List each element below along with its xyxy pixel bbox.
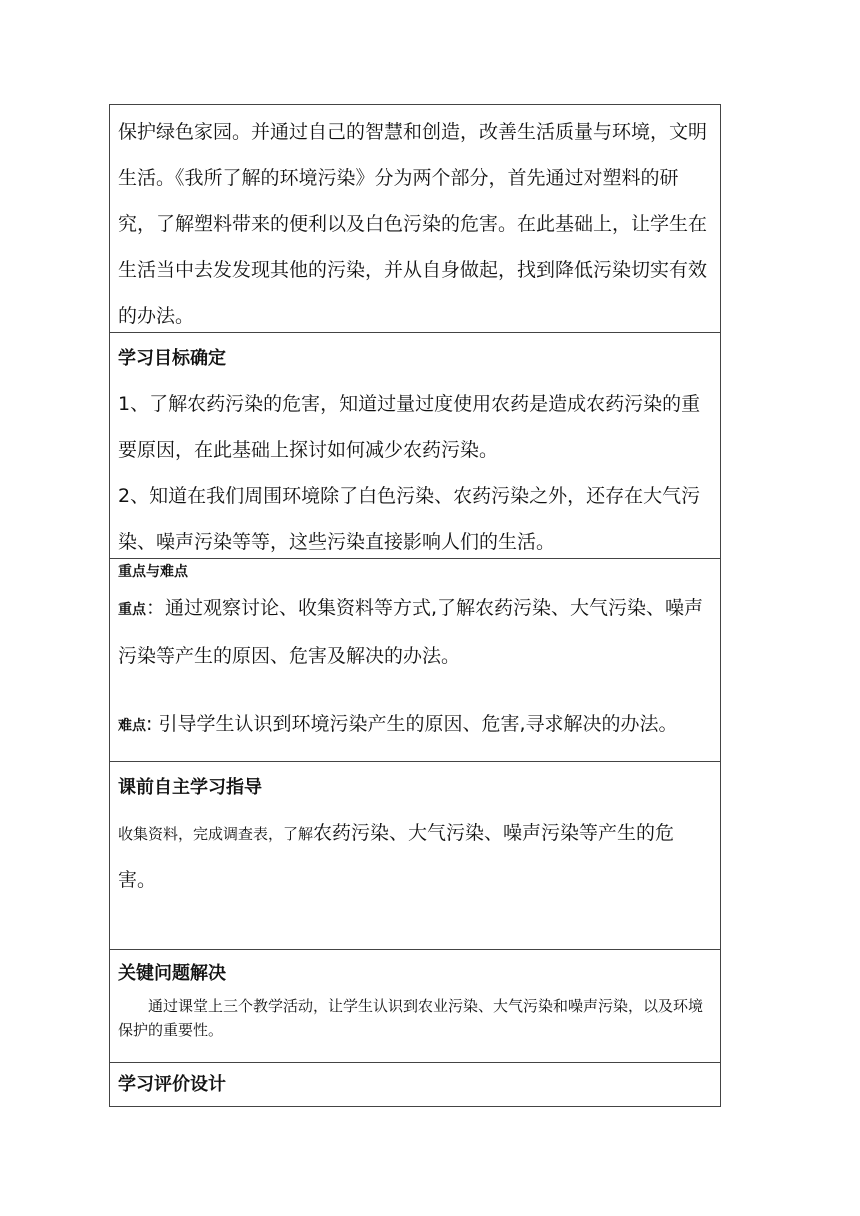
difficulty-label: 难点 [118,718,146,734]
key-problem-paragraph: 通过课堂上三个教学活动，让学生认识到农业污染、大气污染和噪声污染，以及环境保护的重要性。 [118,997,704,1039]
pre-study-heading: 课前自主学习指导 [118,777,262,798]
intro-row [110,105,720,332]
pre-study-text-large: 农药污染、大气污染、噪声污染等产生的危害。 [118,822,675,891]
key-points-heading: 重点与难点 [118,564,188,580]
evaluation-heading: 学习评价设计 [118,1074,226,1095]
intro-paragraph: 保护绿色家园。并通过自己的智慧和创造，改善生活质量与环境，文明生活。《我所了解的环境污染》分为两个部分，首先通过对塑料的研究，了解塑料带来的便利以及白色污染的危害。在此基础上，让学生在生活当中去发发现其他的污染，并从自身做起，找到降低污染切实有效的办法。 [118,121,708,327]
pre-study-text-small: 收集资料，完成调查表，了解 [118,825,314,843]
pre-study-row [110,761,720,949]
goal-item-2: 2、知道在我们周围环境除了白色污染、农药污染之外，还存在大气污染、噪声污染等等，这些污染直接影响人们的生活。 [118,485,701,553]
spacer [118,679,712,701]
learning-goals-heading: 学习目标确定 [118,348,226,369]
key-points-row [110,558,720,761]
focus-paragraph [118,585,712,679]
focus-text: ：通过观察讨论、收集资料等方式,了解农药污染、大气污染、噪声污染等产生的原因、危害及解决的办法。 [118,597,704,667]
lesson-plan-table [109,104,721,1107]
difficulty-text: : 引导学生认识到环境污染产生的原因、危害,寻求解决的办法。 [146,713,678,735]
learning-goals-row [110,332,720,558]
pre-study-paragraph [118,810,712,903]
evaluation-row [110,1062,720,1106]
key-problem-row [110,949,720,1062]
difficulty-paragraph [118,701,712,749]
key-problem-heading: 关键问题解决 [118,963,226,984]
focus-label: 重点 [118,602,146,618]
goal-item-1: 1、了解农药污染的危害，知道过量过度使用农药是造成农药污染的重要原因，在此基础上探讨如何减少农药污染。 [118,393,701,461]
